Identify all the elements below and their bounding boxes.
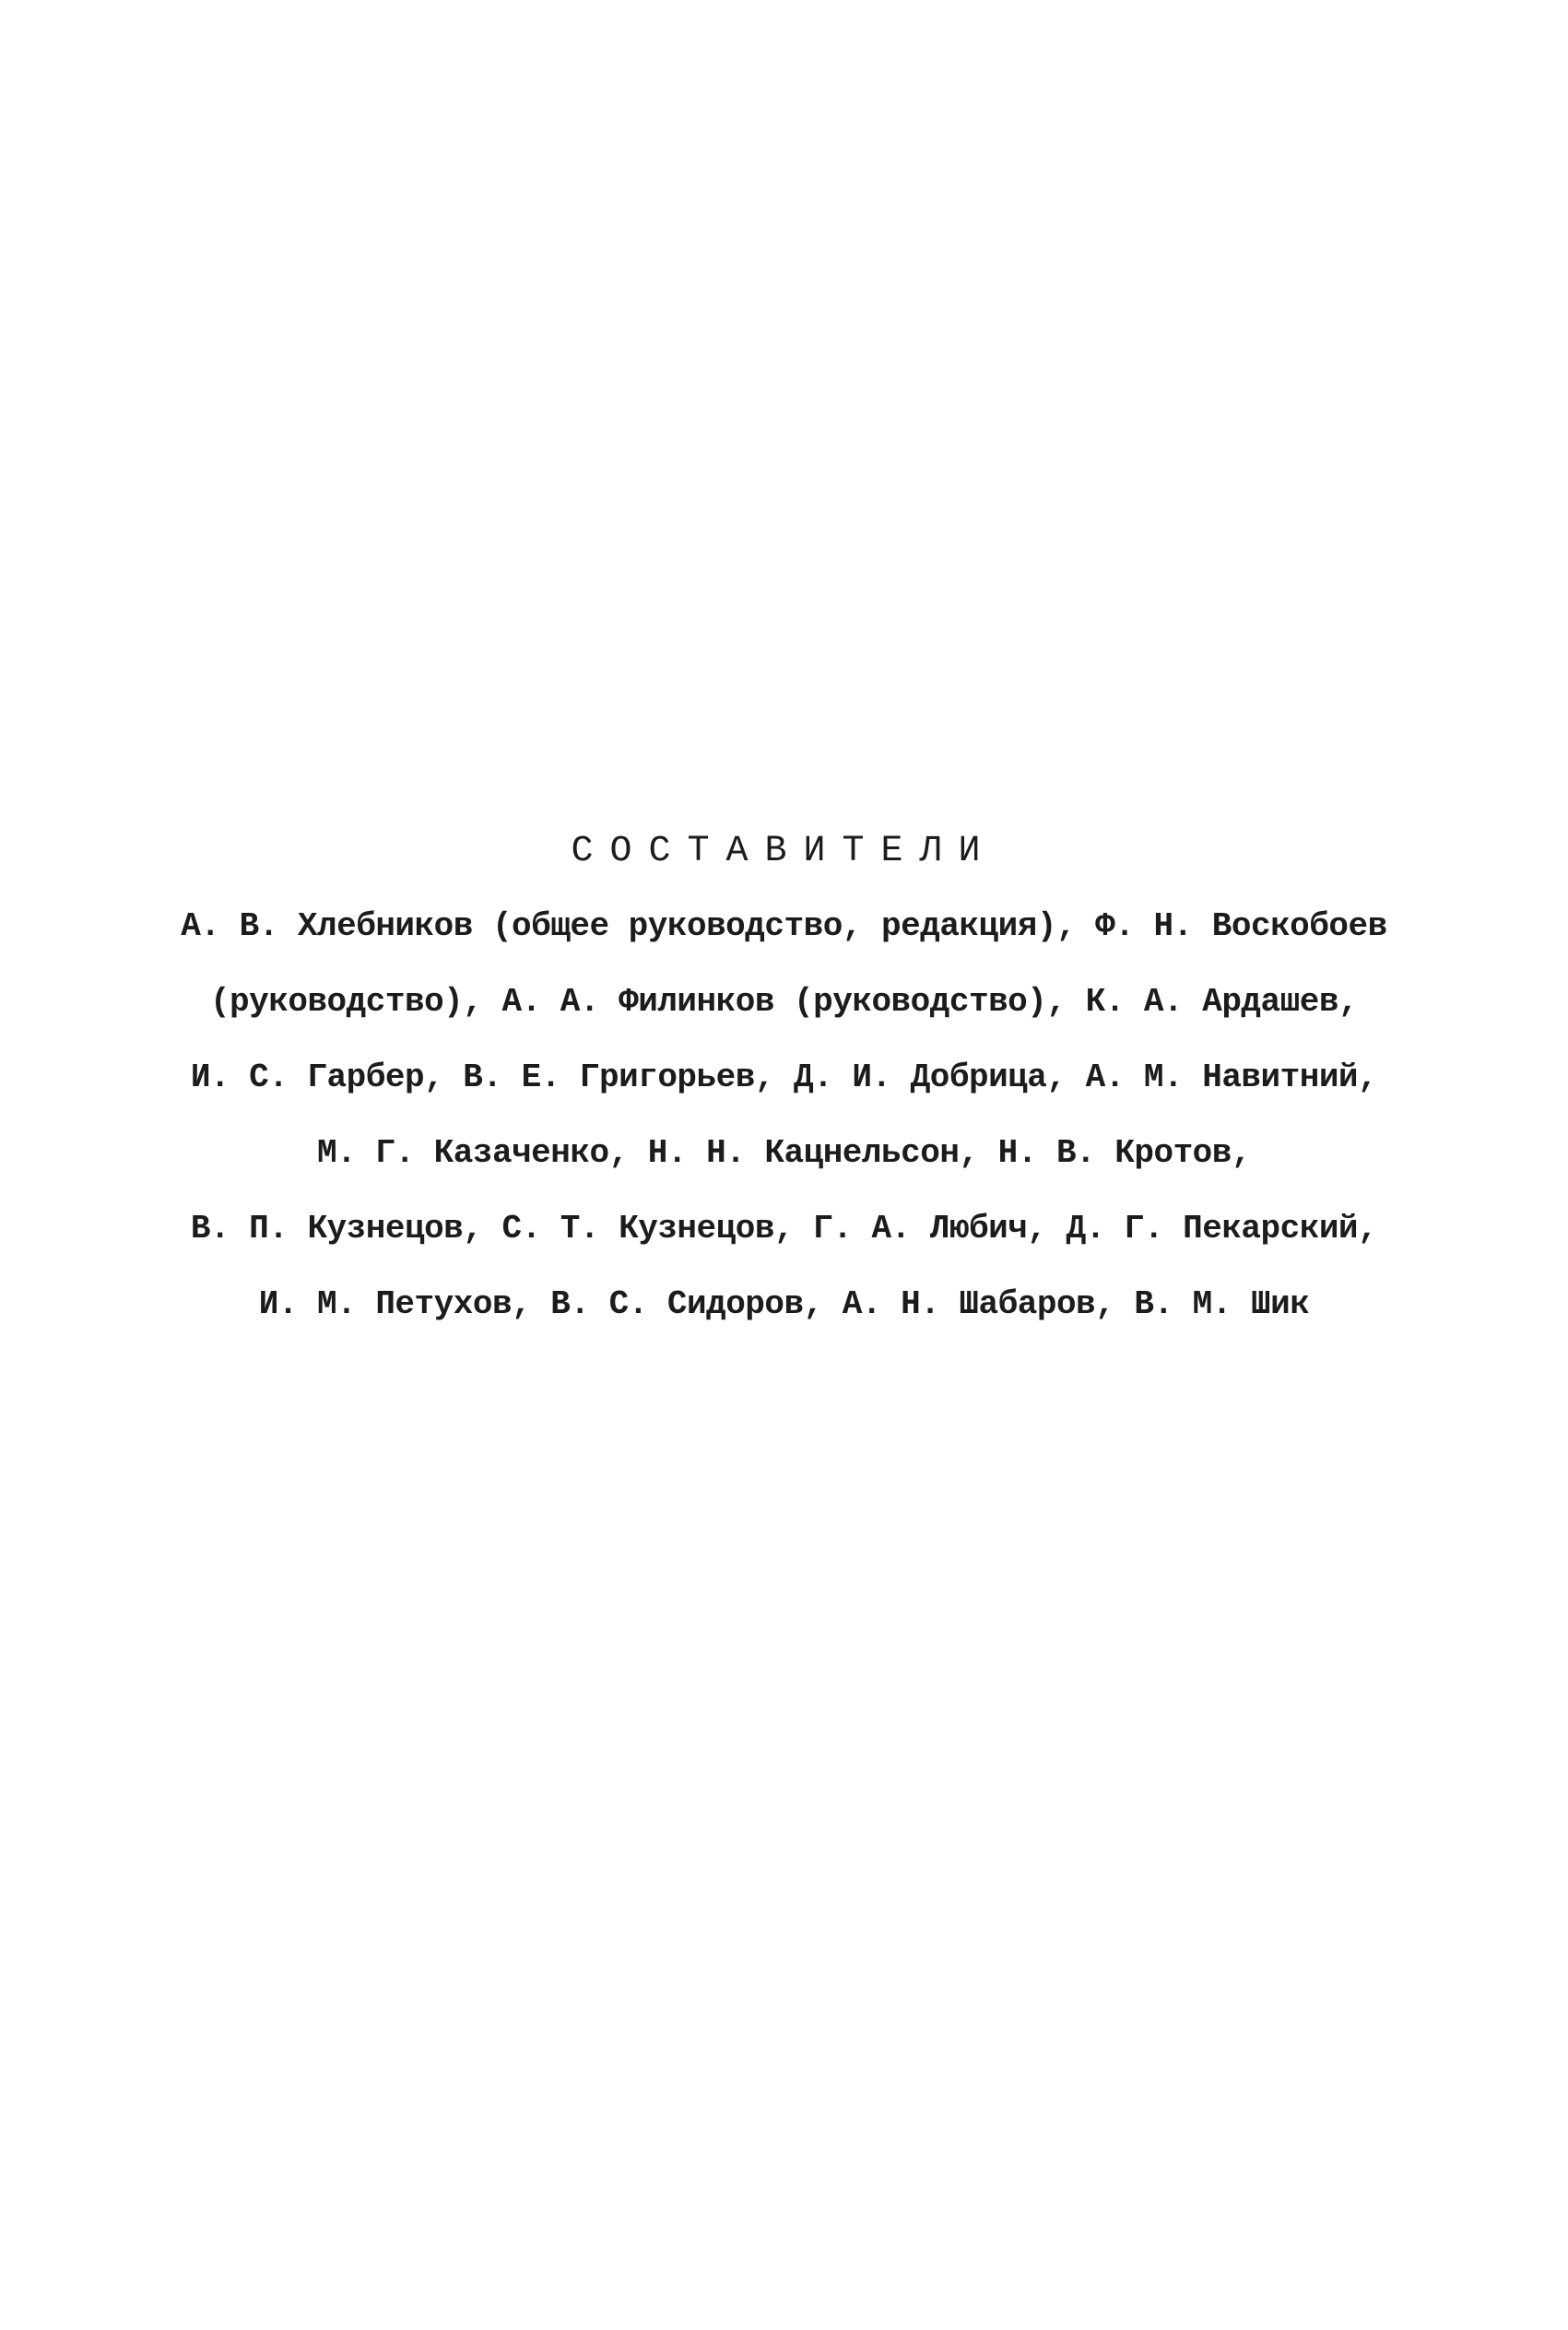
compilers-line: И. С. Гарбер, В. Е. Григорьев, Д. И. Добрица, А. М. Навитний, <box>190 1059 1378 1096</box>
section-heading: СОСТАВИТЕЛИ <box>571 831 997 872</box>
compilers-line: И. М. Петухов, В. С. Сидоров, А. Н. Шабаров, В. М. Шик <box>258 1285 1310 1323</box>
compilers-line: А. В. Хлебников (общее руководство, редакция), Ф. Н. Воскобоев <box>181 907 1387 945</box>
compilers-line: В. П. Кузнецов, С. Т. Кузнецов, Г. А. Любич, Д. Г. Пекарский, <box>190 1210 1378 1248</box>
compilers-list <box>0 899 1568 1353</box>
compilers-line: М. Г. Казаченко, Н. Н. Кацнельсон, Н. В. Кротов, <box>317 1134 1251 1172</box>
compilers-line: (руководство), А. А. Филинков (руководство), К. А. Ардашев, <box>209 983 1359 1021</box>
